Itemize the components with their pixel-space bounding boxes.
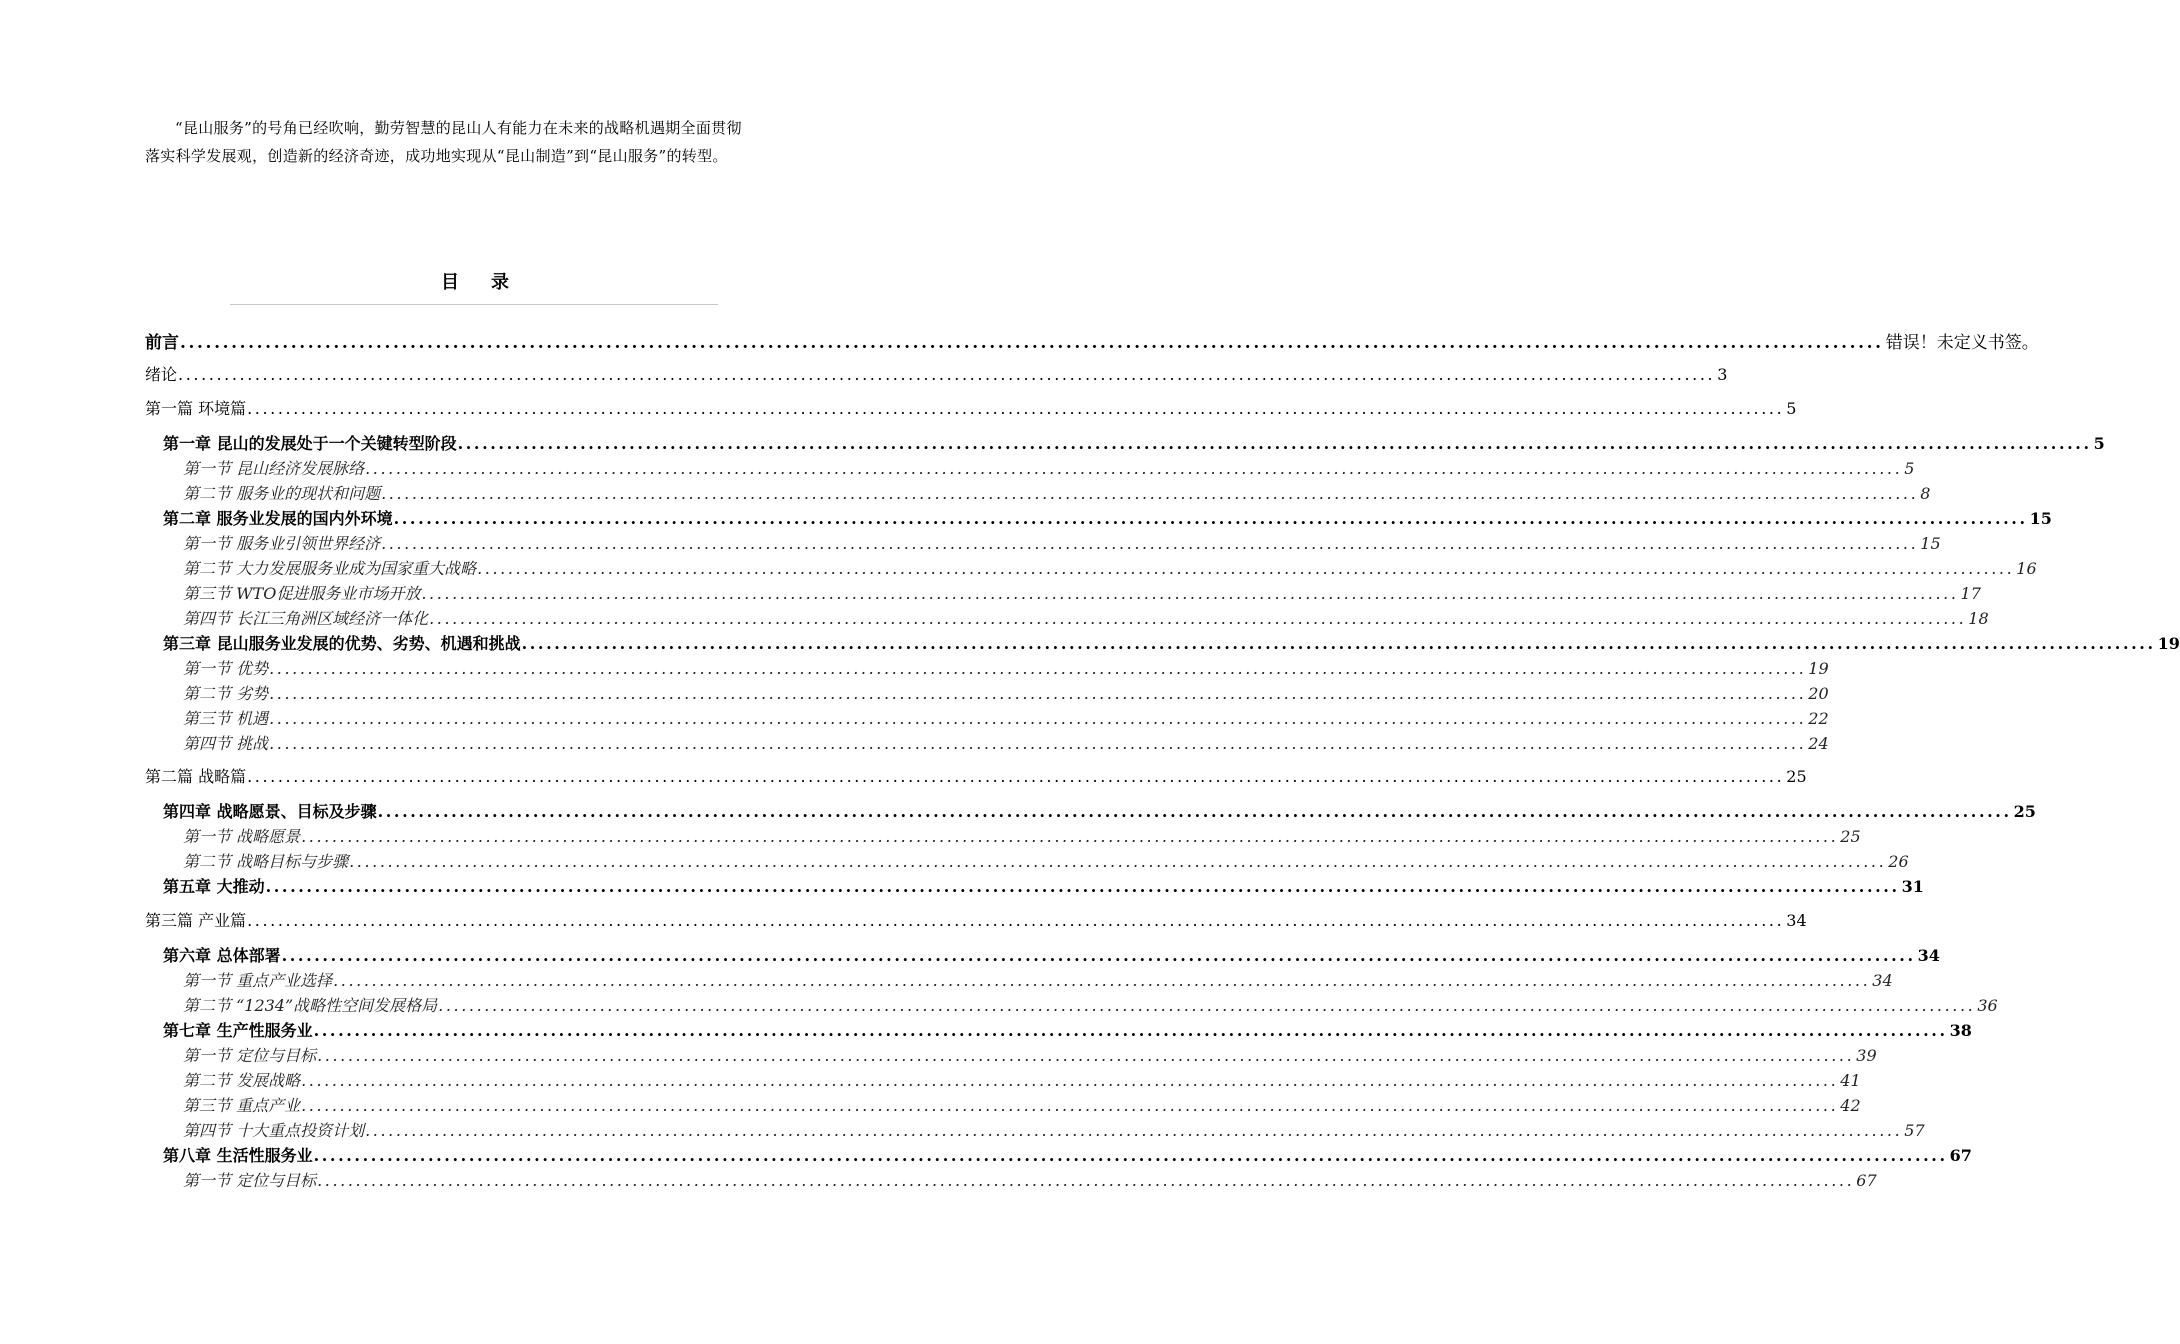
toc-entry-page: 5: [1786, 399, 1797, 418]
toc-entry-page: 17: [1960, 584, 1981, 603]
toc-entry[interactable]: [183, 968, 1893, 991]
toc-entry-label: 第三章 昆山服务业发展的优势、劣势、机遇和挑战: [163, 634, 521, 653]
toc-entry-label: 第一节 战略愿景: [183, 827, 301, 846]
toc-dot-leader: ........................................................................................................................................................................................................: [477, 559, 2015, 578]
toc-entry-page: 57: [1904, 1121, 1925, 1140]
toc-entry[interactable]: [183, 456, 1915, 479]
toc-dot-leader: ........................................................................................................................................................................................................: [421, 584, 1959, 603]
toc-entry[interactable]: [145, 396, 1797, 419]
toc-entry[interactable]: [163, 1018, 1972, 1041]
toc-entry-label: 第二节 “1234”战略性空间发展格局: [183, 996, 438, 1015]
toc-entry-page: 34: [1786, 911, 1807, 930]
toc-dot-leader: ........................................................................................................................................................................................................: [247, 911, 1785, 930]
toc-dot-leader: ........................................................................................................................................................................................................: [178, 365, 1716, 384]
toc-entry-page: 31: [1901, 877, 1924, 896]
toc-entry-label: 第三节 机遇: [183, 709, 269, 728]
toc-entry[interactable]: [163, 943, 1940, 966]
toc-entry-label: 第二节 服务业的现状和问题: [183, 484, 381, 503]
toc-entry-label: 第五章 大推动: [163, 877, 265, 896]
toc-entry-page: 67: [1949, 1146, 1972, 1165]
toc-dot-leader: ........................................................................................................................................................................................................: [281, 946, 1916, 965]
toc-entry-label: 第一节 定位与目标: [183, 1171, 317, 1190]
toc-entry-label: 第一节 定位与目标: [183, 1046, 317, 1065]
toc-entry-label: 第二节 发展战略: [183, 1071, 301, 1090]
toc-dot-leader: ........................................................................................................................................................................................................: [269, 659, 1807, 678]
toc-entry-label: 第二篇 战略篇: [145, 767, 247, 786]
toc-dot-leader: ........................................................................................................................................................................................................: [313, 1146, 1948, 1165]
toc-entry-label: 第三节 重点产业: [183, 1096, 301, 1115]
toc-entry[interactable]: [183, 824, 1861, 847]
toc-entry-label: 第一篇 环境篇: [145, 399, 247, 418]
toc-entry[interactable]: [183, 1118, 1925, 1141]
intro-line-1: “昆山服务”的号角已经吹响，勤劳智慧的昆山人有能力在未来的战略机遇期全面贯彻: [175, 119, 742, 137]
toc-dot-leader: ........................................................................................................................................................................................................: [265, 877, 1900, 896]
toc-dot-leader: ........................................................................................................................................................................................................: [457, 434, 2092, 453]
toc-entry-page: 16: [2016, 559, 2037, 578]
toc-dot-leader: ........................................................................................................................................................................................................: [301, 1096, 1839, 1115]
toc-entry-label: 第四节 挑战: [183, 734, 269, 753]
toc-dot-leader: ........................................................................................................................................................................................................: [301, 1071, 1839, 1090]
toc-entry-label: 第八章 生活性服务业: [163, 1146, 313, 1165]
toc-entry-label: 第一节 优势: [183, 659, 269, 678]
toc-dot-leader: ........................................................................................................................................................................................................: [365, 459, 1903, 478]
toc-entry-page: 26: [1888, 852, 1909, 871]
toc-entry[interactable]: [183, 556, 2037, 579]
toc-dot-leader: ........................................................................................................................................................................................................: [269, 684, 1807, 703]
toc-entry-label: 前言: [145, 333, 179, 353]
toc-dot-leader: ........................................................................................................................................................................................................: [301, 827, 1839, 846]
toc-dot-leader: ........................................................................................................................................................................................................: [317, 1171, 1855, 1190]
toc-dot-leader: ........................................................................................................................................................................................................: [269, 709, 1807, 728]
toc-entry[interactable]: [183, 656, 1829, 679]
toc-entry-page: 25: [2013, 802, 2036, 821]
toc-entry-page: 5: [2093, 434, 2105, 453]
toc-entry-label: 第一节 服务业引领世界经济: [183, 534, 381, 553]
toc-divider: [230, 304, 718, 305]
toc-entry[interactable]: [183, 1068, 1861, 1091]
toc-entry-page: 20: [1808, 684, 1829, 703]
toc-entry-page: 41: [1840, 1071, 1861, 1090]
toc-entry-page: 34: [1917, 946, 1940, 965]
toc-dot-leader: ........................................................................................................................................................................................................: [247, 767, 1785, 786]
toc-entry-page: 24: [1808, 734, 1829, 753]
toc-entry-label: 第二节 大力发展服务业成为国家重大战略: [183, 559, 477, 578]
toc-entry-label: 绪论: [145, 365, 178, 384]
toc-entry[interactable]: [163, 431, 2105, 454]
toc-entry-page: 8: [1920, 484, 1931, 503]
toc-entry[interactable]: [183, 531, 1941, 554]
toc-entry[interactable]: [145, 908, 1807, 931]
toc-entry-label: 第四节 长江三角洲区域经济一体化: [183, 609, 429, 628]
toc-dot-leader: ........................................................................................................................................................................................................: [365, 1121, 1903, 1140]
toc-entry[interactable]: [183, 706, 1829, 729]
toc-dot-leader: ........................................................................................................................................................................................................: [313, 1021, 1948, 1040]
toc-entry-page: 36: [1977, 996, 1998, 1015]
toc-entry-page: 38: [1949, 1021, 1972, 1040]
toc-dot-leader: ........................................................................................................................................................................................................: [521, 634, 2156, 653]
toc-entry-label: 第二节 战略目标与步骤: [183, 852, 349, 871]
toc-dot-leader: ........................................................................................................................................................................................................: [317, 1046, 1855, 1065]
toc-entry-label: 第二节 劣势: [183, 684, 269, 703]
toc-entry-page: 5: [1904, 459, 1915, 478]
toc-entry-label: 第三篇 产业篇: [145, 911, 247, 930]
toc-dot-leader: ........................................................................................................................................................................................................: [269, 734, 1807, 753]
toc-entry-page: 19: [1808, 659, 1829, 678]
toc-entry-label: 第一节 重点产业选择: [183, 971, 333, 990]
toc-entry-label: 第一节 昆山经济发展脉络: [183, 459, 365, 478]
toc-entry-label: 第七章 生产性服务业: [163, 1021, 313, 1040]
toc-entry-page: 18: [1968, 609, 1989, 628]
toc-entry[interactable]: [145, 764, 1807, 787]
toc-entry[interactable]: [183, 1093, 1861, 1116]
toc-entry-page: 15: [1920, 534, 1941, 553]
toc-entry-page: 67: [1856, 1171, 1877, 1190]
toc-entry-label: 第三节 WTO促进服务业市场开放: [183, 584, 421, 603]
intro-paragraph: [145, 114, 817, 170]
toc-entry[interactable]: [145, 328, 2039, 353]
toc-dot-leader: ........................................................................................................................................................................................................: [349, 852, 1887, 871]
toc-dot-leader: ........................................................................................................................................................................................................: [393, 509, 2028, 528]
toc-entry[interactable]: [145, 362, 1728, 385]
toc-entry-label: 第四章 战略愿景、目标及步骤: [163, 802, 377, 821]
toc-entry-label: 第四节 十大重点投资计划: [183, 1121, 365, 1140]
toc-entry[interactable]: [163, 799, 2036, 822]
toc-entry[interactable]: [163, 631, 2180, 654]
toc-entry-label: 第一章 昆山的发展处于一个关键转型阶段: [163, 434, 457, 453]
toc-entry-page: 22: [1808, 709, 1829, 728]
toc-entry-page: 错误！未定义书签。: [1885, 333, 2039, 353]
toc-entry[interactable]: [183, 681, 1829, 704]
toc-entry[interactable]: [183, 581, 1981, 604]
toc-entry[interactable]: [183, 849, 1909, 872]
toc-entry[interactable]: [163, 874, 1924, 897]
toc-title: 目录: [441, 272, 541, 293]
intro-line-2: 落实科学发展观，创造新的经济奇迹，成功地实现从“昆山制造”到“昆山服务”的转型。: [145, 147, 728, 165]
toc-entry-label: 第六章 总体部署: [163, 946, 281, 965]
toc-entry-page: 19: [2157, 634, 2180, 653]
toc-dot-leader: ........................................................................................................................................................................................................: [381, 534, 1919, 553]
toc-entry-page: 25: [1840, 827, 1861, 846]
toc-dot-leader: ........................................................................................................................................................................................................: [180, 333, 1884, 353]
toc-dot-leader: ........................................................................................................................................................................................................: [247, 399, 1785, 418]
toc-entry[interactable]: [183, 1168, 1877, 1191]
toc-entry[interactable]: [183, 1043, 1877, 1066]
toc-entry[interactable]: [163, 1143, 1972, 1166]
toc-entry-page: 39: [1856, 1046, 1877, 1065]
toc-entry-page: 42: [1840, 1096, 1861, 1115]
toc-dot-leader: ........................................................................................................................................................................................................: [333, 971, 1871, 990]
toc-entry[interactable]: [183, 731, 1829, 754]
toc-entry[interactable]: [183, 993, 1998, 1016]
toc-entry-page: 25: [1786, 767, 1807, 786]
toc-dot-leader: ........................................................................................................................................................................................................: [438, 996, 1976, 1015]
toc-entry-page: 15: [2029, 509, 2052, 528]
toc-dot-leader: ........................................................................................................................................................................................................: [429, 609, 1967, 628]
toc-entry-page: 34: [1872, 971, 1893, 990]
toc-dot-leader: ........................................................................................................................................................................................................: [381, 484, 1919, 503]
toc-entry-label: 第二章 服务业发展的国内外环境: [163, 509, 393, 528]
toc-entry[interactable]: [183, 606, 1989, 629]
toc-entry[interactable]: [163, 506, 2052, 529]
toc-dot-leader: ........................................................................................................................................................................................................: [377, 802, 2012, 821]
toc-entry-page: 3: [1717, 365, 1728, 384]
toc-entry[interactable]: [183, 481, 1931, 504]
